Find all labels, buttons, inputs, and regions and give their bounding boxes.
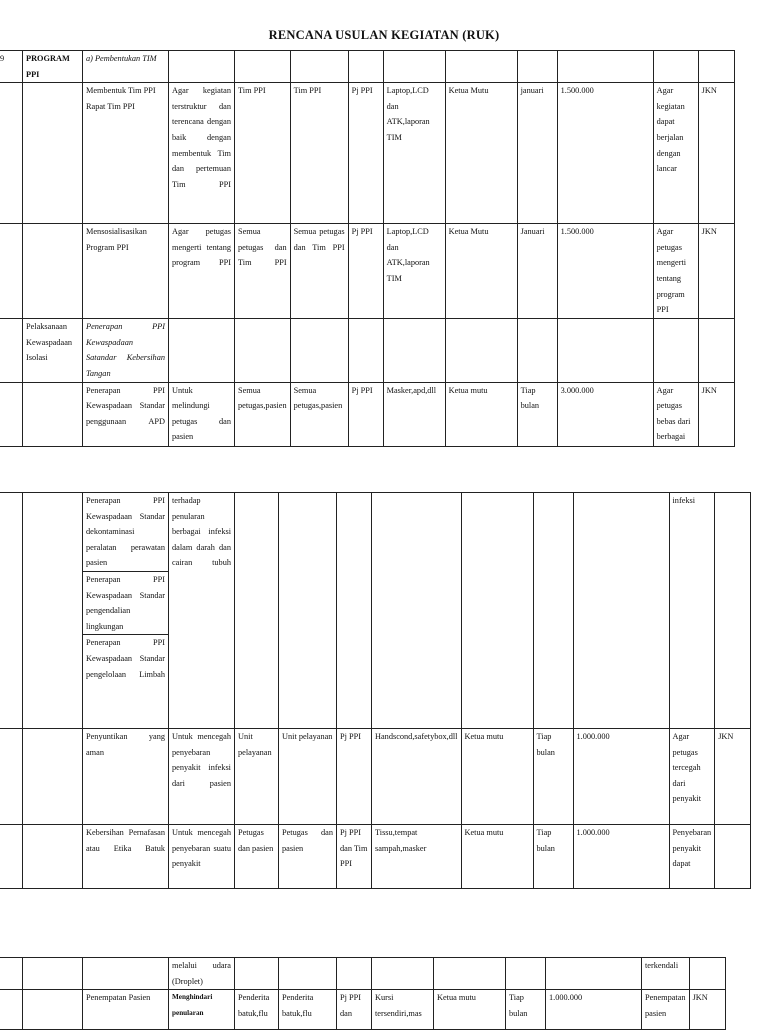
sub-program-cell: a) Pembentukan TIM: [83, 51, 169, 83]
tujuan-cell: Menghindari penularan: [169, 990, 235, 1030]
ruk-table-1: [0, 50, 735, 447]
tujuan-cell: melalui udara (Droplet): [169, 958, 235, 990]
indikator-cell: Penyebaran penyakit dapat: [669, 825, 715, 889]
kegiatan-dekontaminasi: Penerapan PPI Kewaspadaan Standar dekontaminasi peralatan perawatan pasien: [86, 496, 165, 568]
ruk-table-3: [0, 957, 726, 1030]
kegiatan-cell: Mensosialisasikan Program PPI: [83, 224, 169, 319]
row-number: 9: [0, 51, 23, 83]
pj-cell: Pj PPI: [337, 729, 372, 825]
table-row: [0, 319, 734, 382]
target-cell: Petugas dan pasien: [279, 825, 337, 889]
target-cell: Tim PPI: [290, 83, 348, 224]
sumber-cell: [715, 825, 751, 889]
kebutuhan-cell: Masker,apd,dll: [383, 382, 445, 446]
mitra-cell: Ketua mutu: [461, 825, 533, 889]
table-row: [0, 958, 725, 990]
sumber-cell: JKN: [698, 224, 734, 319]
kegiatan-lingkungan: Penerapan PPI Kewaspadaan Standar pengendalian lingkungan: [83, 571, 168, 634]
waktu-cell: Tiap bulan: [533, 729, 573, 825]
target-cell: Penderita batuk,flu: [279, 990, 337, 1030]
indikator-cell: Penempatan pasien: [642, 990, 690, 1030]
waktu-cell: Tiap bulan: [533, 825, 573, 889]
indikator-cell: Agar petugas bebas dari berbagai: [653, 382, 698, 446]
sasaran-cell: Petugas dan pasien: [235, 825, 279, 889]
sumber-cell: JKN: [698, 382, 734, 446]
waktu-cell: Tiap bulan: [517, 382, 557, 446]
kebutuhan-cell: Laptop,LCD dan ATK,laporan TIM: [383, 224, 445, 319]
indikator-cell: Agar petugas tercegah dari penyakit: [669, 729, 715, 825]
target-cell: Unit pelayanan: [279, 729, 337, 825]
sasaran-cell: Tim PPI: [235, 83, 291, 224]
sub-program-cell: Penerapan PPI Kewaspadaan Satandar Kebersihan Tangan: [83, 319, 169, 382]
kegiatan-cell: Membentuk Tim PPI Rapat Tim PPI: [83, 83, 169, 224]
tujuan-cell: Untuk mencegah penyebaran penyakit infeksi dari pasien: [169, 729, 235, 825]
sumber-cell: JKN: [698, 83, 734, 224]
pj-cell: Pj PPI dan: [337, 990, 372, 1030]
sasaran-cell: Semua petugas dan Tim PPI: [235, 224, 291, 319]
anggaran-cell: 3.000.000: [557, 382, 653, 446]
anggaran-cell: 1.500.000: [557, 83, 653, 224]
target-cell: Semua petugas,pasien: [290, 382, 348, 446]
pj-cell: Pj PPI: [348, 382, 383, 446]
page-title: RENCANA USULAN KEGIATAN (RUK): [268, 28, 500, 42]
pj-cell: Pj PPI dan Tim PPI: [337, 825, 372, 889]
anggaran-cell: 1.000.000: [546, 990, 642, 1030]
indikator-cell: infeksi: [669, 493, 715, 729]
kegiatan-cell: Penerapan PPI Kewaspadaan Standar penggunaan APD: [83, 382, 169, 446]
tujuan-cell: Agar petugas mengerti tentang program PPI: [169, 224, 235, 319]
table-row: [0, 493, 751, 729]
kegiatan-cell: Kebersihan Pernafasan atau Etika Batuk: [83, 825, 169, 889]
target-cell: Semua petugas dan Tim PPI: [290, 224, 348, 319]
tujuan-cell: terhadap penularan berbagai infeksi dalam darah dan cairan tubuh: [169, 493, 235, 729]
anggaran-cell: 1.500.000: [557, 224, 653, 319]
pj-cell: Pj PPI: [348, 224, 383, 319]
kebutuhan-cell: Laptop,LCD dan ATK,laporan TIM: [383, 83, 445, 224]
indikator-cell: Agar kegiatan dapat berjalan dengan lancar: [653, 83, 698, 224]
mitra-cell: Ketua Mutu: [445, 224, 517, 319]
kebutuhan-cell: Tissu,tempat sampah,masker: [372, 825, 462, 889]
table-row: [0, 83, 734, 224]
waktu-cell: Januari: [517, 224, 557, 319]
waktu-cell: Tiap bulan: [506, 990, 546, 1030]
kegiatan-stack: [83, 493, 169, 729]
table-row: [0, 825, 751, 889]
indikator-cell: Agar petugas mengerti tentang program PPI: [653, 224, 698, 319]
sumber-cell: JKN: [689, 990, 725, 1030]
mitra-cell: Ketua mutu: [434, 990, 506, 1030]
anggaran-cell: 1.000.000: [573, 825, 669, 889]
sasaran-cell: Semua petugas,pasien: [235, 382, 291, 446]
table-row: [0, 51, 734, 83]
table-row: [0, 224, 734, 319]
indikator-cell: terkendali: [642, 958, 690, 990]
kebutuhan-cell: Handscond,safetybox,dll: [372, 729, 462, 825]
program-cell: Pelaksanaan Kewaspadaan Isolasi: [23, 319, 83, 382]
kegiatan-cell: Penempatan Pasien: [83, 990, 169, 1030]
sasaran-cell: Unit pelayanan: [235, 729, 279, 825]
program-cell: PROGRAM PPI: [23, 51, 83, 83]
tujuan-cell: Untuk melindungi petugas dan pasien: [169, 382, 235, 446]
kegiatan-cell: Penyuntikan yang aman: [83, 729, 169, 825]
kegiatan-limbah: Penerapan PPI Kewaspadaan Standar pengelolaan Limbah: [83, 634, 168, 682]
table-row: [0, 729, 751, 825]
tujuan-cell: Untuk mencegah penyebaran suatu penyakit: [169, 825, 235, 889]
ruk-table-2: [0, 492, 751, 889]
mitra-cell: Ketua mutu: [445, 382, 517, 446]
kebutuhan-cell: Kursi tersendiri,mas: [372, 990, 434, 1030]
anggaran-cell: 1.000.000: [573, 729, 669, 825]
pj-cell: Pj PPI: [348, 83, 383, 224]
sumber-cell: JKN: [715, 729, 751, 825]
mitra-cell: Ketua Mutu: [445, 83, 517, 224]
sasaran-cell: Penderita batuk,flu: [235, 990, 279, 1030]
waktu-cell: januari: [517, 83, 557, 224]
table-row: [0, 382, 734, 446]
mitra-cell: Ketua mutu: [461, 729, 533, 825]
tujuan-cell: Agar kegiatan terstruktur dan terencana dengan baik dengan membentuk Tim dan pertemuan Tim PPI: [169, 83, 235, 224]
